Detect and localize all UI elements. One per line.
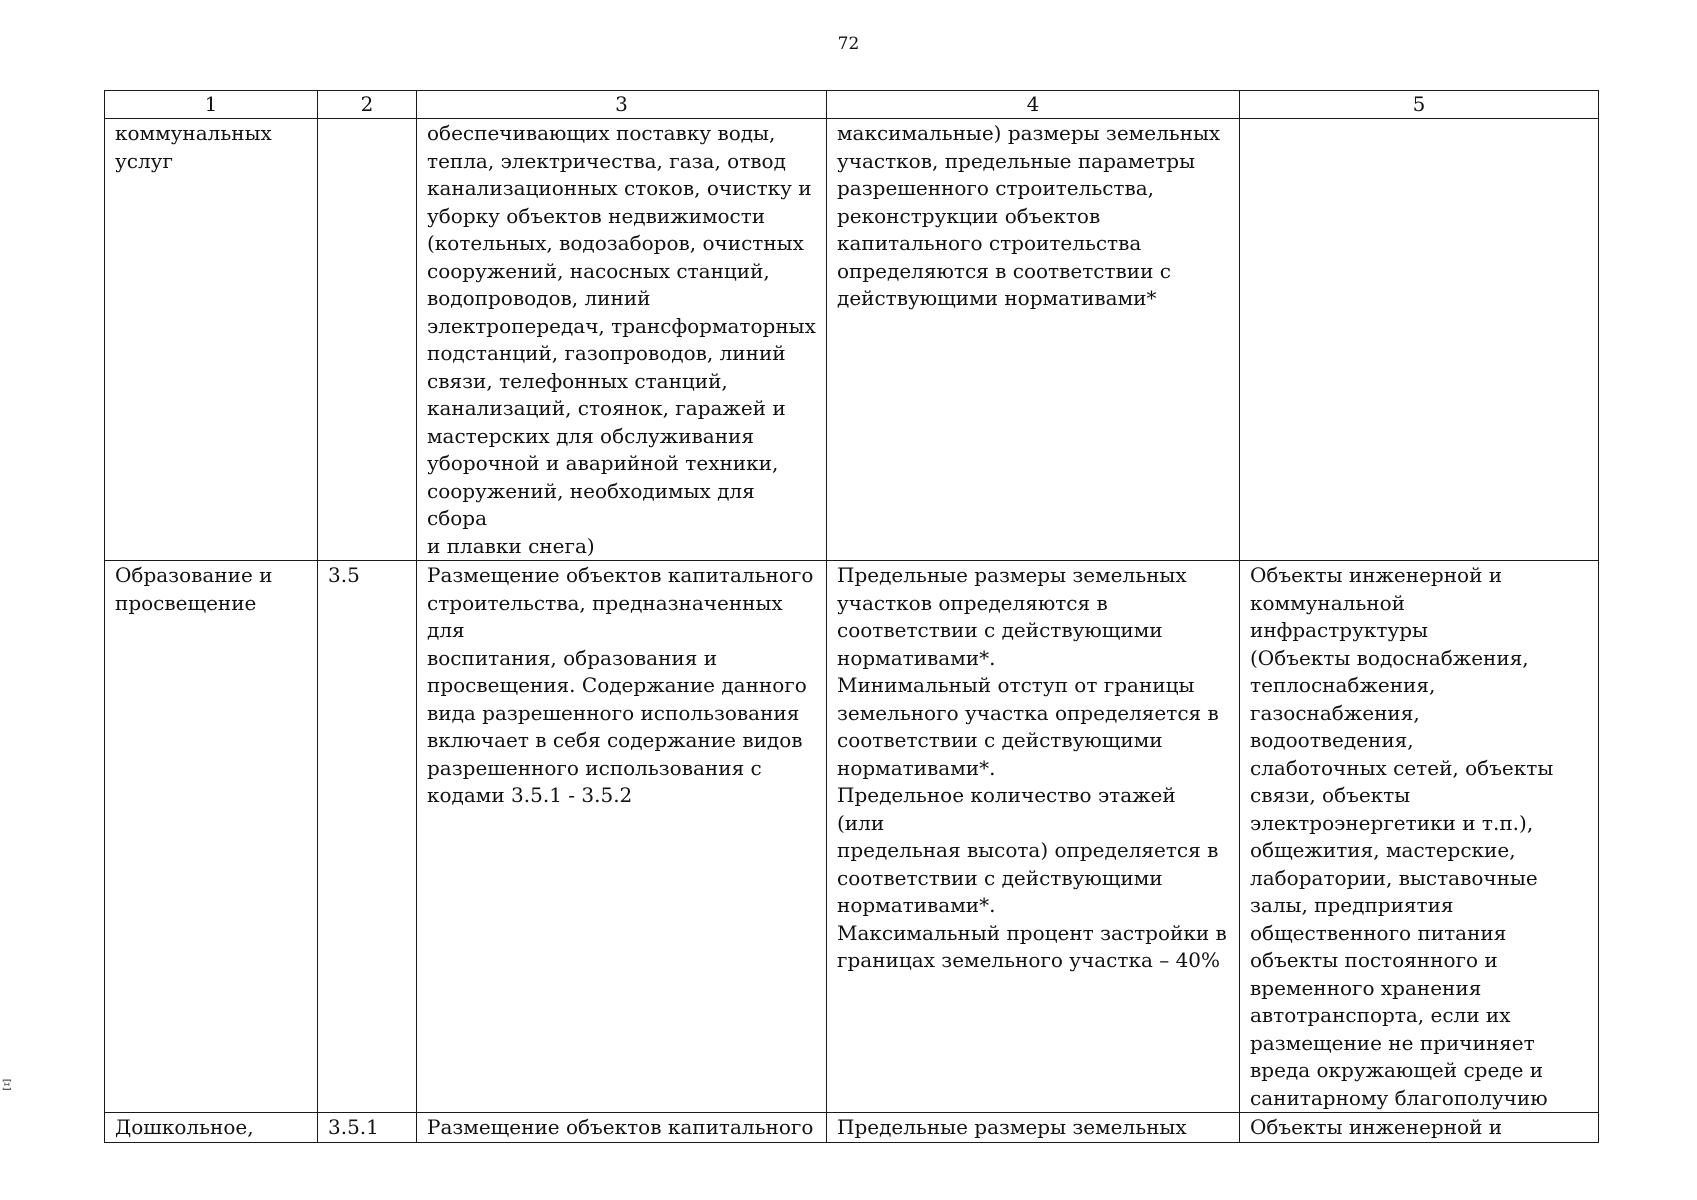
cell-code: 3.5.1 bbox=[318, 1113, 417, 1143]
header-col-4: 4 bbox=[827, 91, 1240, 119]
binding-margin-mark: Ξ bbox=[2, 1078, 12, 1094]
land-use-table bbox=[104, 90, 1599, 1143]
table-row bbox=[105, 119, 1599, 561]
table-row bbox=[105, 1113, 1599, 1143]
table-row bbox=[105, 561, 1599, 1113]
header-col-3: 3 bbox=[417, 91, 827, 119]
cell-code bbox=[318, 119, 417, 561]
cell-parameters: Предельные размеры земельных участков определяются в соответствии с действующими нормативами*. Минимальный отступ от границы земельного участка определяется в соответствии с действующими нормативами*. Предельное количество этажей (или предельная высота) определяется в соответствии с действующими нормативами*. Максимальный процент застройки в границах земельного участка – 40% bbox=[827, 561, 1240, 1113]
cell-auxiliary-uses: Объекты инженерной и коммунальной инфраструктуры (Объекты водоснабжения, теплоснабжения, газоснабжения, водоотведения, слаботочных сетей, объекты связи, объекты электроэнергетики и т.п.), общежития, мастерские, лаборатории, выставочные залы, предприятия общественного питания объекты постоянного и временного хранения автотранспорта, если их размещение не причиняет вреда окружающей среде и санитарному благополучию bbox=[1240, 561, 1599, 1113]
cell-auxiliary-uses bbox=[1240, 119, 1599, 561]
cell-use-name: коммунальных услуг bbox=[105, 119, 318, 561]
page-number: 72 bbox=[837, 34, 860, 54]
table-header-row bbox=[105, 91, 1599, 119]
header-col-5: 5 bbox=[1240, 91, 1599, 119]
cell-use-name: Дошкольное, bbox=[105, 1113, 318, 1143]
cell-description: Размещение объектов капитального bbox=[417, 1113, 827, 1143]
header-col-2: 2 bbox=[318, 91, 417, 119]
cell-code: 3.5 bbox=[318, 561, 417, 1113]
cell-description: обеспечивающих поставку воды, тепла, электричества, газа, отвод канализационных стоков, очистку и уборку объектов недвижимости (котельных, водозаборов, очистных сооружений, насосных станций, водопроводов, линий электропередач, трансформаторных подстанций, газопроводов, линий связи, телефонных станций, канализаций, стоянок, гаражей и мастерских для обслуживания уборочной и аварийной техники, сооружений, необходимых для сбора и плавки снега) bbox=[417, 119, 827, 561]
cell-parameters: Предельные размеры земельных bbox=[827, 1113, 1240, 1143]
cell-use-name: Образование и просвещение bbox=[105, 561, 318, 1113]
cell-description: Размещение объектов капитального строительства, предназначенных для воспитания, образования и просвещения. Содержание данного вида разрешенного использования включает в себя содержание видов разрешенного использования с кодами 3.5.1 - 3.5.2 bbox=[417, 561, 827, 1113]
cell-parameters: максимальные) размеры земельных участков, предельные параметры разрешенного строительства, реконструкции объектов капитального строительства определяются в соответствии с действующими нормативами* bbox=[827, 119, 1240, 561]
cell-auxiliary-uses: Объекты инженерной и bbox=[1240, 1113, 1599, 1143]
header-col-1: 1 bbox=[105, 91, 318, 119]
